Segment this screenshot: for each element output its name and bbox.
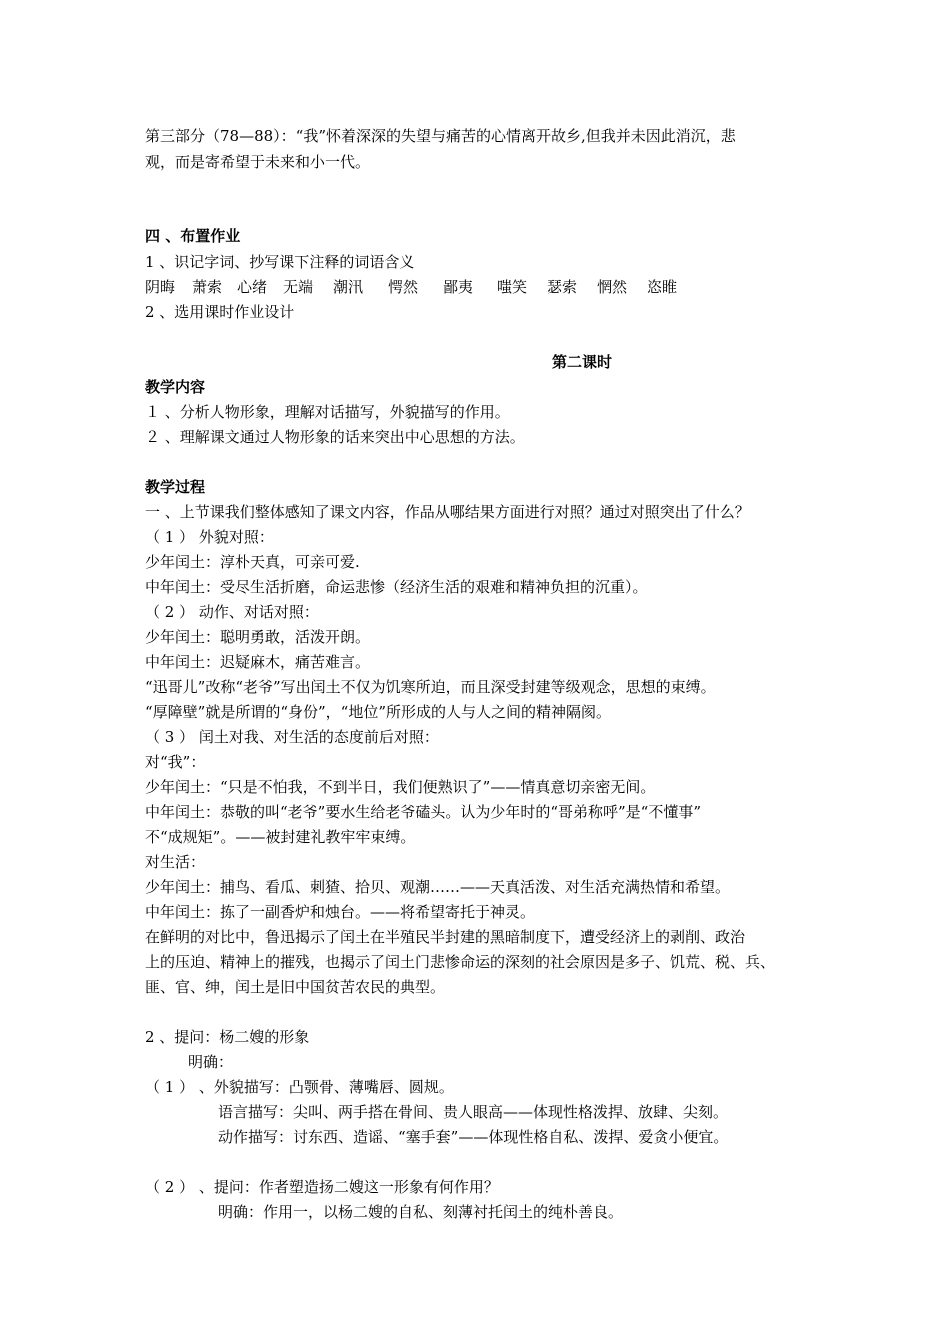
process-line: 匪、官、绅，闰土是旧中国贫苦农民的典型。 — [145, 978, 446, 996]
process-line: （ 1 ） 外貌对照： — [145, 528, 274, 546]
process-line: 对“我”： — [145, 753, 206, 771]
process-line: 对生活： — [145, 853, 206, 871]
homework-item-2: 2 、选用课时作业设计 — [145, 303, 295, 321]
yang-sub-1: （ 1 ） 、外貌描写：凸颚骨、薄嘴唇、圆规。 — [145, 1078, 454, 1096]
lesson-title: 第二课时 — [552, 353, 613, 371]
yang-item: 2 、提问：杨二嫂的形象 — [145, 1028, 310, 1046]
yang-mingque: 明确： — [188, 1053, 234, 1071]
process-heading: 教学过程 — [145, 478, 206, 496]
process-line: 上的压迫、精神上的摧残，也揭示了闰土门悲惨命运的深刻的社会原因是多子、饥荒、税、兵、 — [145, 953, 776, 971]
homework-heading: 四 、布置作业 — [145, 227, 241, 245]
word: 阴晦 — [145, 278, 176, 296]
process-line: 不“成规矩”。——被封建礼教牢牢束缚。 — [145, 828, 416, 846]
process-line: 少年闰土：捕鸟、看瓜、刺猹、拾贝、观潮……——天真活泼、对生活充满热情和希望。 — [145, 878, 731, 896]
word: 潮汛 — [333, 278, 364, 296]
process-line: （ 3 ） 闰土对我、对生活的态度前后对照： — [145, 728, 439, 746]
process-line: 中年闰土：受尽生活折磨，命运悲惨（经济生活的艰难和精神负担的沉重）。 — [145, 578, 648, 596]
process-line: 少年闰土：“只是不怕我，不到半日，我们便熟识了”——情真意切亲密无间。 — [145, 778, 656, 796]
yang-sub-1-language: 语言描写：尖叫、两手搭在骨间、贵人眼高——体现性格泼捍、放肆、尖刻。 — [218, 1103, 729, 1121]
word: 心绪 — [237, 278, 268, 296]
content-item-2: ２ 、理解课文通过人物形象的话来突出中心思想的方法。 — [145, 428, 525, 446]
process-line: 在鲜明的对比中，鲁迅揭示了闰土在半殖民半封建的黑暗制度下，遭受经济上的剥削、政治 — [145, 928, 746, 946]
process-line: 中年闰土：迟疑麻木，痛苦难言。 — [145, 653, 371, 671]
yang-sub-2-answer: 明确：作用一，以杨二嫂的自私、刻薄衬托闰土的纯朴善良。 — [218, 1203, 624, 1221]
process-line: 少年闰土：淳朴天真，可亲可爱. — [145, 553, 360, 571]
process-line: （ 2 ） 动作、对话对照： — [145, 603, 319, 621]
word: 惘然 — [597, 278, 628, 296]
word: 无端 — [283, 278, 314, 296]
word: 瑟索 — [547, 278, 578, 296]
process-line: 中年闰土：拣了一副香炉和烛台。——将希望寄托于神灵。 — [145, 903, 536, 921]
process-line: 少年闰土：聪明勇敢，活泼开朗。 — [145, 628, 371, 646]
content-item-1: １ 、分析人物形象，理解对话描写，外貌描写的作用。 — [145, 403, 510, 421]
part3-line-2: 观，而是寄希望于未来和小一代。 — [145, 153, 371, 171]
process-line: 一 、上节课我们整体感知了课文内容，作品从哪结果方面进行对照？通过对照突出了什么？ — [145, 503, 750, 521]
word: 恣睢 — [647, 278, 678, 296]
word: 鄙夷 — [443, 278, 474, 296]
content-heading: 教学内容 — [145, 378, 206, 396]
homework-item-1: 1 、识记字词、抄写课下注释的词语含义 — [145, 253, 415, 271]
word: 萧索 — [192, 278, 223, 296]
process-line: 中年闰土：恭敬的叫“老爷”要水生给老爷磕头。认为少年时的“哥弟称呼”是“不懂事” — [145, 803, 702, 821]
yang-sub-1-action: 动作描写：讨东西、造谣、“塞手套”——体现性格自私、泼捍、爱贪小便宜。 — [218, 1128, 729, 1146]
word: 嗤笑 — [497, 278, 528, 296]
process-line: “厚障壁”就是所谓的“身份”，“地位”所形成的人与人之间的精神隔阂。 — [145, 703, 612, 721]
part3-line-1: 第三部分（78—88）：“我”怀着深深的失望与痛苦的心情离开故乡,但我并未因此消沉，悲 — [145, 127, 736, 145]
process-line: “迅哥儿”改称“老爷”写出闰土不仅为饥寒所迫，而且深受封建等级观念，思想的束缚。 — [145, 678, 716, 696]
yang-sub-2: （ 2 ） 、提问：作者塑造扬二嫂这一形象有何作用？ — [145, 1178, 499, 1196]
word: 愕然 — [388, 278, 419, 296]
